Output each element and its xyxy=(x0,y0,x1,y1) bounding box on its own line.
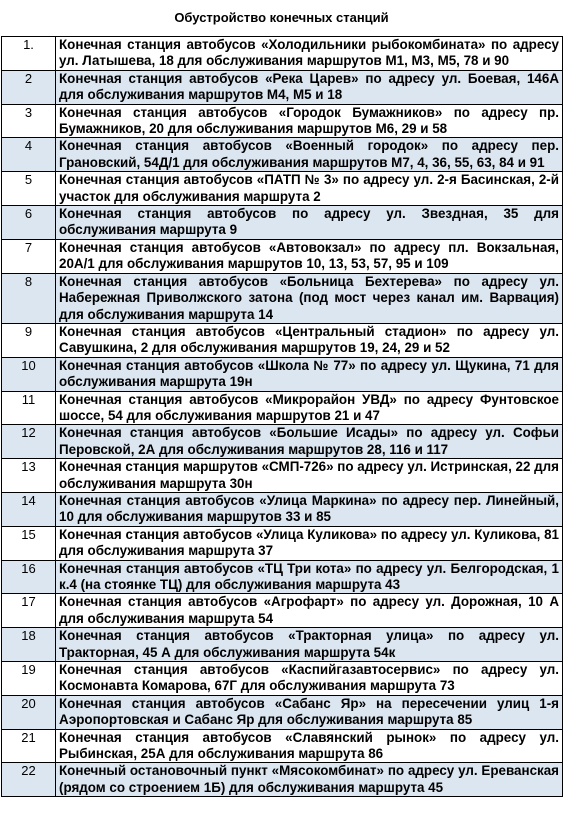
row-number: 18 xyxy=(2,628,56,662)
row-number: 11 xyxy=(2,391,56,425)
row-number: 22 xyxy=(2,763,56,797)
row-number: 4 xyxy=(2,138,56,172)
table-row xyxy=(2,70,563,104)
table-row xyxy=(2,37,563,71)
row-number: 14 xyxy=(2,492,56,526)
table-row xyxy=(2,323,563,357)
row-number: 8 xyxy=(2,273,56,323)
row-number: 21 xyxy=(2,729,56,763)
table-row xyxy=(2,729,563,763)
station-description: Конечная станция автобусов «Сабанс Яр» на пересечении улиц 1-я Аэропортовская и Сабанс Яр для обслуживания маршрута 85 xyxy=(56,695,563,729)
row-number: 6 xyxy=(2,206,56,240)
table-row xyxy=(2,104,563,138)
station-description: Конечная станция автобусов «Улица Куликова» по адресу ул. Куликова, 81 для обслуживания маршрута 37 xyxy=(56,526,563,560)
station-description: Конечный остановочный пункт «Мясокомбинат» по адресу ул. Ереванская (рядом со строением 1Б) для обслуживания маршрута 45 xyxy=(56,763,563,797)
table-row xyxy=(2,560,563,594)
row-number: 5 xyxy=(2,172,56,206)
station-description: Конечная станция автобусов «Микрорайон УВД» по адресу Фунтовское шоссе, 54 для обслуживания маршрутов 21 и 47 xyxy=(56,391,563,425)
row-number: 13 xyxy=(2,459,56,493)
station-description: Конечная станция маршрутов «СМП-726» по адресу ул. Истринская, 22 для обслуживания маршрута 30н xyxy=(56,459,563,493)
table-row xyxy=(2,239,563,273)
table-row xyxy=(2,391,563,425)
table-row xyxy=(2,628,563,662)
row-number: 9 xyxy=(2,323,56,357)
station-description: Конечная станция автобусов «Холодильники рыбокомбината» по адресу ул. Латышева, 18 для обслуживания маршрутов М1, М3, М5, 78 и 90 xyxy=(56,37,563,71)
row-number: 16 xyxy=(2,560,56,594)
table-row xyxy=(2,594,563,628)
row-number: 12 xyxy=(2,425,56,459)
station-description: Конечная станция автобусов «Большие Исады» по адресу ул. Софьи Перовской, 2А для обслуживания маршрутов 28, 116 и 117 xyxy=(56,425,563,459)
station-description: Конечная станция автобусов «Центральный стадион» по адресу ул. Савушкина, 2 для обслуживания маршрутов 19, 24, 29 и 52 xyxy=(56,323,563,357)
row-number: 10 xyxy=(2,357,56,391)
station-description: Конечная станция автобусов «Агрофарт» по адресу ул. Дорожная, 10 А для обслуживания маршрута 54 xyxy=(56,594,563,628)
row-number: 20 xyxy=(2,695,56,729)
station-description: Конечная станция автобусов «Каспийгазавтосервис» по адресу ул. Космонавта Комарова, 67Г для обслуживания маршрута 73 xyxy=(56,662,563,696)
stations-table xyxy=(1,36,563,797)
station-description: Конечная станция автобусов «Автовокзал» по адресу пл. Вокзальная, 20А/1 для обслуживания маршрутов 10, 13, 53, 57, 95 и 109 xyxy=(56,239,563,273)
station-description: Конечная станция автобусов по адресу ул. Звездная, 35 для обслуживания маршрута 9 xyxy=(56,206,563,240)
station-description: Конечная станция автобусов «Тракторная улица» по адресу ул. Тракторная, 45 А для обслуживания маршрута 54к xyxy=(56,628,563,662)
station-description: Конечная станция автобусов «ТЦ Три кота» по адресу ул. Белгородская, 1 к.4 (на стоянке ТЦ) для обслуживания маршрута 43 xyxy=(56,560,563,594)
row-number: 1. xyxy=(2,37,56,71)
station-description: Конечная станция автобусов «Славянский рынок» по адресу ул. Рыбинская, 25А для обслуживания маршрута 86 xyxy=(56,729,563,763)
table-row xyxy=(2,526,563,560)
table-row xyxy=(2,763,563,797)
table-row xyxy=(2,138,563,172)
row-number: 2 xyxy=(2,70,56,104)
table-row xyxy=(2,459,563,493)
station-description: Конечная станция автобусов «Река Царев» по адресу ул. Боевая, 146А для обслуживания маршрутов М4, М5 и 18 xyxy=(56,70,563,104)
station-description: Конечная станция автобусов «ПАТП № 3» по адресу ул. 2-я Басинская, 2-й участок для обслуживания маршрута 2 xyxy=(56,172,563,206)
row-number: 3 xyxy=(2,104,56,138)
document-title: Обустройство конечных станций xyxy=(174,10,389,25)
station-description: Конечная станция автобусов «Военный городок» по адресу пер. Грановский, 54Д/1 для обслуживания маршрутов М7, 4, 36, 55, 63, 84 и 91 xyxy=(56,138,563,172)
table-row xyxy=(2,695,563,729)
table-row xyxy=(2,206,563,240)
station-description: Конечная станция автобусов «Городок Бумажников» по адресу пр. Бумажников, 20 для обслуживания маршрутов М6, 29 и 58 xyxy=(56,104,563,138)
row-number: 17 xyxy=(2,594,56,628)
table-row xyxy=(2,492,563,526)
station-description: Конечная станция автобусов «Больница Бехтерева» по адресу ул. Набережная Приволжского затона (под мост через канал им. Варвация) для обслуживания маршрута 14 xyxy=(56,273,563,323)
table-row xyxy=(2,357,563,391)
table-row xyxy=(2,172,563,206)
stations-table-body xyxy=(2,37,563,797)
station-description: Конечная станция автобусов «Улица Маркина» по адресу пер. Линейный, 10 для обслуживания маршрутов 33 и 85 xyxy=(56,492,563,526)
table-row xyxy=(2,662,563,696)
row-number: 7 xyxy=(2,239,56,273)
table-row xyxy=(2,273,563,323)
row-number: 19 xyxy=(2,662,56,696)
table-row xyxy=(2,425,563,459)
station-description: Конечная станция автобусов «Школа № 77» по адресу ул. Щукина, 71 для обслуживания маршрута 19н xyxy=(56,357,563,391)
row-number: 15 xyxy=(2,526,56,560)
